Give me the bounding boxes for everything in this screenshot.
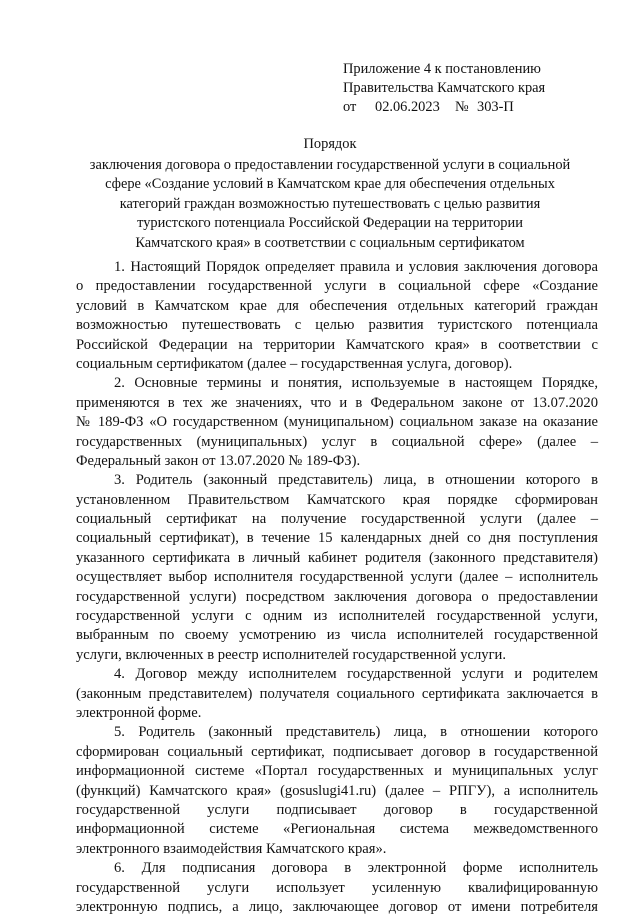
paragraph-line: (функций) Камчатского края» (gosuslugi41.ru) (далее – РПГУ), а исполнитель <box>76 782 598 799</box>
paragraph-line: государственной услуги использует усиленную квалифицированную <box>76 879 598 896</box>
paragraph-6 <box>76 859 598 917</box>
paragraph-2 <box>76 374 598 471</box>
paragraph-5 <box>76 723 598 859</box>
paragraph-line: Федеральный закон от 13.07.2020 № 189-ФЗ). <box>76 452 361 469</box>
paragraph-line: услуги, включенных в реестр исполнителей государственной услуги. <box>76 646 507 663</box>
title-head: Порядок <box>303 136 357 152</box>
paragraph-line: информационной системе «Региональная система межведомственного <box>76 821 598 838</box>
paragraph-line: государственной услуги с одним из исполнителей государственной услуги, <box>76 608 598 625</box>
paragraph-line: электронную подпись, а лицо, заключающее договор от имени потребителя <box>76 898 598 915</box>
appendix-number-sign: № <box>455 99 469 115</box>
paragraph-line: 2. Основные термины и понятия, используемые в настоящем Порядке, <box>114 375 598 392</box>
appendix-ot: от <box>343 99 357 115</box>
paragraph-line: осуществляет выбор исполнителя государственной услуги (далее – исполнитель <box>76 569 598 586</box>
appendix-date: 02.06.2023 <box>375 99 440 115</box>
paragraph-line: государственной услуги подписывает договор в государственной <box>76 801 598 818</box>
title-line: туристского потенциала Российской Федерации на территории <box>137 215 523 231</box>
paragraph-line: информационной системе «Портал государственных и муниципальных услуг <box>76 763 598 780</box>
paragraph-line: сформирован социальный сертификат, подписывает договор в государственной <box>76 743 598 760</box>
paragraph-line: электронного взаимодействия Камчатского края». <box>76 840 387 857</box>
paragraph-line: государственных (муниципальных) услуг в социальной сфере» (далее – <box>76 433 598 450</box>
paragraph-line: применяются в тех же значениях, что и в Федеральном законе от 13.07.2020 <box>76 394 598 411</box>
document-title <box>60 135 600 253</box>
paragraph-line: (законным представителем) получателя социального сертификата заключается в <box>76 685 598 702</box>
appendix-date-line <box>343 98 545 117</box>
title-line: сфере «Создание условий в Камчатском крае для обеспечения отдельных <box>105 176 555 192</box>
paragraph-line: социальный сертификат), в течение 15 календарных дней со дня поступления <box>76 530 598 547</box>
paragraph-line: 4. Договор между исполнителем государственной услуги и родителем <box>114 666 598 683</box>
paragraph-line: указанного сертификата в личный кабинет родителя (законного представителя) <box>76 549 598 566</box>
paragraph-line: условий в Камчатском крае для обеспечения отдельных категорий граждан <box>76 297 598 314</box>
paragraph-line: Российской Федерации на территории Камчатского края» в соответствии с <box>76 336 598 353</box>
title-line: заключения договора о предоставлении государственной услуги в социальной <box>89 156 571 173</box>
paragraph-line: государственной услуги) посредством заключения договора о предоставлении <box>76 588 598 605</box>
paragraph-line: 1. Настоящий Порядок определяет правила и условия заключения договора <box>114 259 598 275</box>
appendix-line-1: Приложение 4 к постановлению <box>343 61 541 77</box>
paragraph-1 <box>76 258 598 374</box>
paragraph-4 <box>76 665 598 723</box>
paragraph-line: выбранным по своему усмотрению из числа исполнителей государственной <box>76 627 598 644</box>
appendix-line-2: Правительства Камчатского края <box>343 80 546 96</box>
paragraph-line: установленном Правительством Камчатского края порядке сформирован <box>76 491 598 508</box>
paragraph-line: 3. Родитель (законный представитель) лица, в отношении которого в <box>114 472 598 489</box>
paragraph-line: электронной форме. <box>76 704 202 721</box>
paragraph-line: 5. Родитель (законный представитель) лица, в отношении которого <box>114 724 598 741</box>
paragraph-line: № 189-ФЗ «О государственном (муниципальном) социальном заказе на оказание <box>76 414 598 431</box>
appendix-header <box>343 60 545 117</box>
paragraph-line: социальным сертификатом (далее – государственная услуга, договор). <box>76 355 513 372</box>
document-body <box>76 258 598 917</box>
title-line: категорий граждан возможностью путешествовать с целью развития <box>119 195 541 212</box>
paragraph-line: возможностью путешествовать с целью развития туристского потенциала <box>76 317 598 334</box>
title-line: Камчатского края» в соответствии с социальным сертификатом <box>135 234 525 251</box>
appendix-number: 303-П <box>477 99 514 115</box>
paragraph-3 <box>76 471 598 665</box>
paragraph-line: социальный сертификат на получение государственной услуги (далее – <box>76 511 598 528</box>
paragraph-line: о предоставлении государственной услуги в социальной сфере «Создание <box>76 278 598 295</box>
paragraph-line: 6. Для подписания договора в электронной форме исполнитель <box>114 860 598 877</box>
